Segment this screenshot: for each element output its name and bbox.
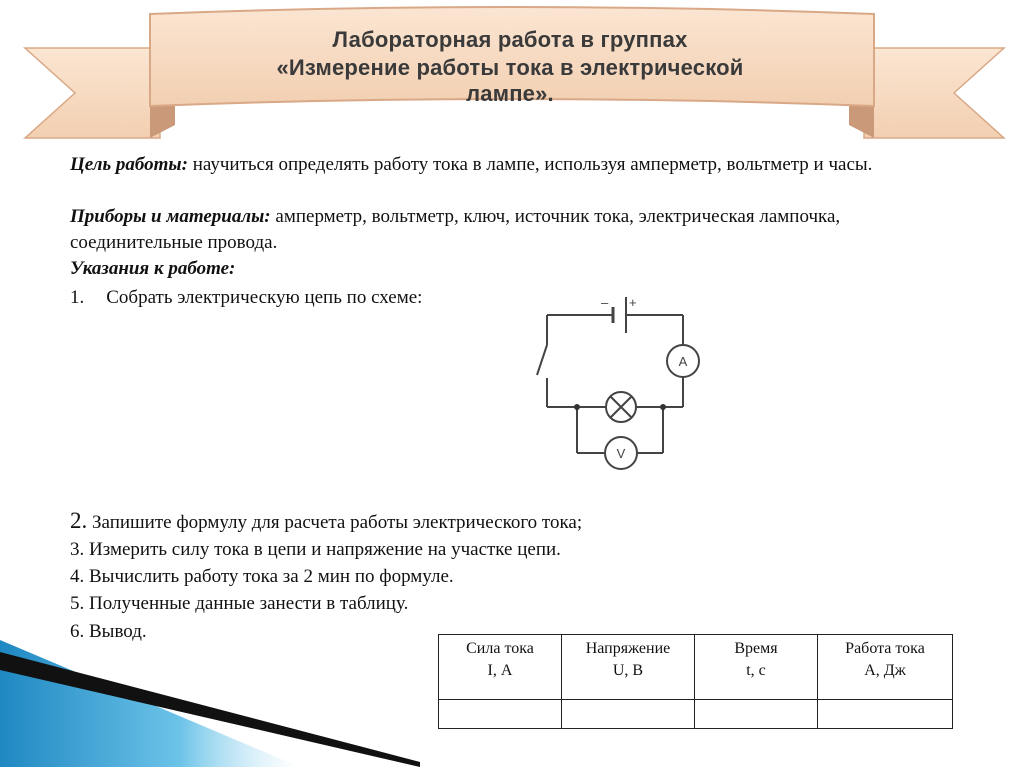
goal-paragraph [70,152,920,178]
header-current: Сила тока I, А [439,635,562,700]
voltmeter-label: V [616,446,626,461]
title-line-1: Лабораторная работа в группах [332,27,688,52]
ribbon-right-tail [864,48,1004,138]
step-2 [70,509,582,535]
cell-voltage [562,700,695,729]
cell-time [695,700,818,729]
equipment-text: амперметр, вольтметр, ключ, источник тока, электрическая лампочка, соединительные провода. [70,206,841,253]
step-4 [70,565,454,589]
step-4-number: 4. [70,566,85,587]
battery-plus-label: + [629,295,637,310]
table-header-row [439,635,953,700]
header-work: Работа тока A, Дж [818,635,953,700]
step-5-text: Полученные данные занести в таблицу. [84,593,409,614]
battery-minus-label: – [601,295,609,310]
ribbon-left-tail [25,48,160,138]
equipment-label: Приборы и материалы: [70,206,271,227]
decorative-corner-stripes [0,640,420,767]
goal-text: научиться определять работу тока в лампе, используя амперметр, вольтметр и часы. [187,154,873,175]
step-3 [70,538,561,562]
step-3-number: 3. [70,539,85,560]
step-3-text: Измерить силу тока в цепи и напряжение на участке цепи. [84,539,561,560]
step-1-text: Собрать электрическую цепь по схеме: [106,287,423,308]
step-2-number: 2. [70,508,88,533]
step-5 [70,592,408,616]
cell-work [818,700,953,729]
step-5-number: 5. [70,593,85,614]
step-6-number: 6. [70,621,85,642]
circuit-diagram [525,285,715,475]
table-row [439,700,953,729]
ammeter-label: A [678,354,688,369]
step-1-number: 1. [70,287,85,308]
junction-right [660,404,666,410]
switch-blade [537,345,547,375]
results-table [438,634,953,729]
cell-current [439,700,562,729]
equipment-paragraph [70,204,920,256]
step-6-text: Вывод. [84,621,147,642]
header-time: Время t, с [695,635,818,700]
goal-label: Цель работы: [70,154,188,175]
step-4-text: Вычислить работу тока за 2 мин по формуле. [84,566,454,587]
step-2-text: Запишите формулу для расчета работы электрического тока; [87,512,583,533]
title-line-2: «Измерение работы тока в электрической лампе». [276,55,744,106]
step-1 [70,285,422,311]
instructions-label: Указания к работе: [70,258,236,279]
header-voltage: Напряжение U, В [562,635,695,700]
junction-left [574,404,580,410]
